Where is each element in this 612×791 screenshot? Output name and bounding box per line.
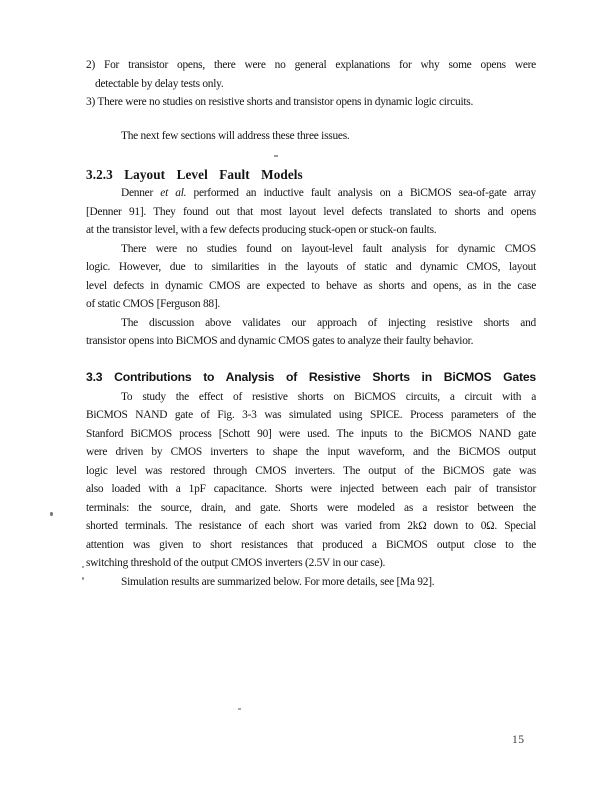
text-line: logic level was restored through CMOS inverters. The output of the BiCMOS gate was — [86, 464, 536, 477]
text-line: were driven by CMOS inverters to shape the input waveform, and the BiCMOS output — [86, 446, 536, 458]
text-line: 3) There were no studies on resistive shorts and transistor opens in dynamic logic circuits. — [86, 96, 474, 108]
text-line: BiCMOS NAND gate of Fig. 3-3 was simulated using SPICE. Process parameters of the — [86, 409, 536, 421]
text-line: terminals: the source, drain, and gate. Shorts were modeled as a resistor between the — [86, 501, 536, 514]
text-line: at the transistor level, with a few defects producing stuck-open or stuck-on faults. — [86, 224, 437, 236]
text-line: shorted terminals. The resistance of each short was varied from 2kΩ down to 0Ω. Special — [86, 520, 536, 532]
text-line: 2) For transistor opens, there were no general explanations for why some opens were — [86, 59, 536, 71]
scan-artifact — [50, 512, 53, 516]
text-line: To study the effect of resistive shorts on BiCMOS circuits, a circuit with a — [121, 390, 536, 403]
scan-artifact — [82, 577, 84, 580]
text-line: logic. However, due to similarities in the layouts of static and dynamic CMOS, layout — [86, 261, 536, 273]
text-line: Stanford BiCMOS process [Schott 90] were used. The inputs to the BiCMOS NAND gate — [86, 427, 536, 440]
text-line: also loaded with a 1pF capacitance. Shorts were injected between each pair of transistor — [86, 483, 536, 495]
text-line: of static CMOS [Ferguson 88]. — [86, 298, 220, 310]
scan-artifact — [274, 155, 278, 157]
text-line: detectable by delay tests only. — [95, 77, 224, 90]
section-heading: 3.2.3 Layout Level Fault Models — [86, 167, 303, 182]
text-line: There were no studies found on layout-level fault analysis for dynamic CMOS — [121, 242, 536, 255]
text-line: Denner et al. performed an inductive fault analysis on a BiCMOS sea-of-gate array — [121, 187, 537, 199]
scan-artifact — [238, 708, 241, 710]
text-line: Simulation results are summarized below. For more details, see [Ma 92]. — [121, 575, 435, 588]
text-line: [Denner 91]. They found out that most layout level defects translated to shorts and opens — [86, 205, 536, 218]
text-line: level defects in dynamic CMOS are expected to behave as shorts and opens, as in the case — [86, 279, 536, 292]
text-line: The next few sections will address these three issues. — [121, 129, 350, 142]
section-heading: 3.3 Contributions to Analysis of Resistive Shorts in BiCMOS Gates — [86, 369, 536, 384]
text-line: transistor opens into BiCMOS and dynamic CMOS gates to analyze their faulty behavior. — [86, 335, 474, 347]
text-line: attention was given to short resistances that produced a BiCMOS output close to the — [86, 538, 536, 551]
text-block — [86, 56, 536, 591]
page-number: 15 — [512, 734, 525, 746]
scan-artifact — [82, 566, 84, 568]
text-line: The discussion above validates our approach of injecting resistive shorts and — [121, 316, 536, 329]
text-line: switching threshold of the output CMOS inverters (2.5V in our case). — [86, 557, 386, 569]
